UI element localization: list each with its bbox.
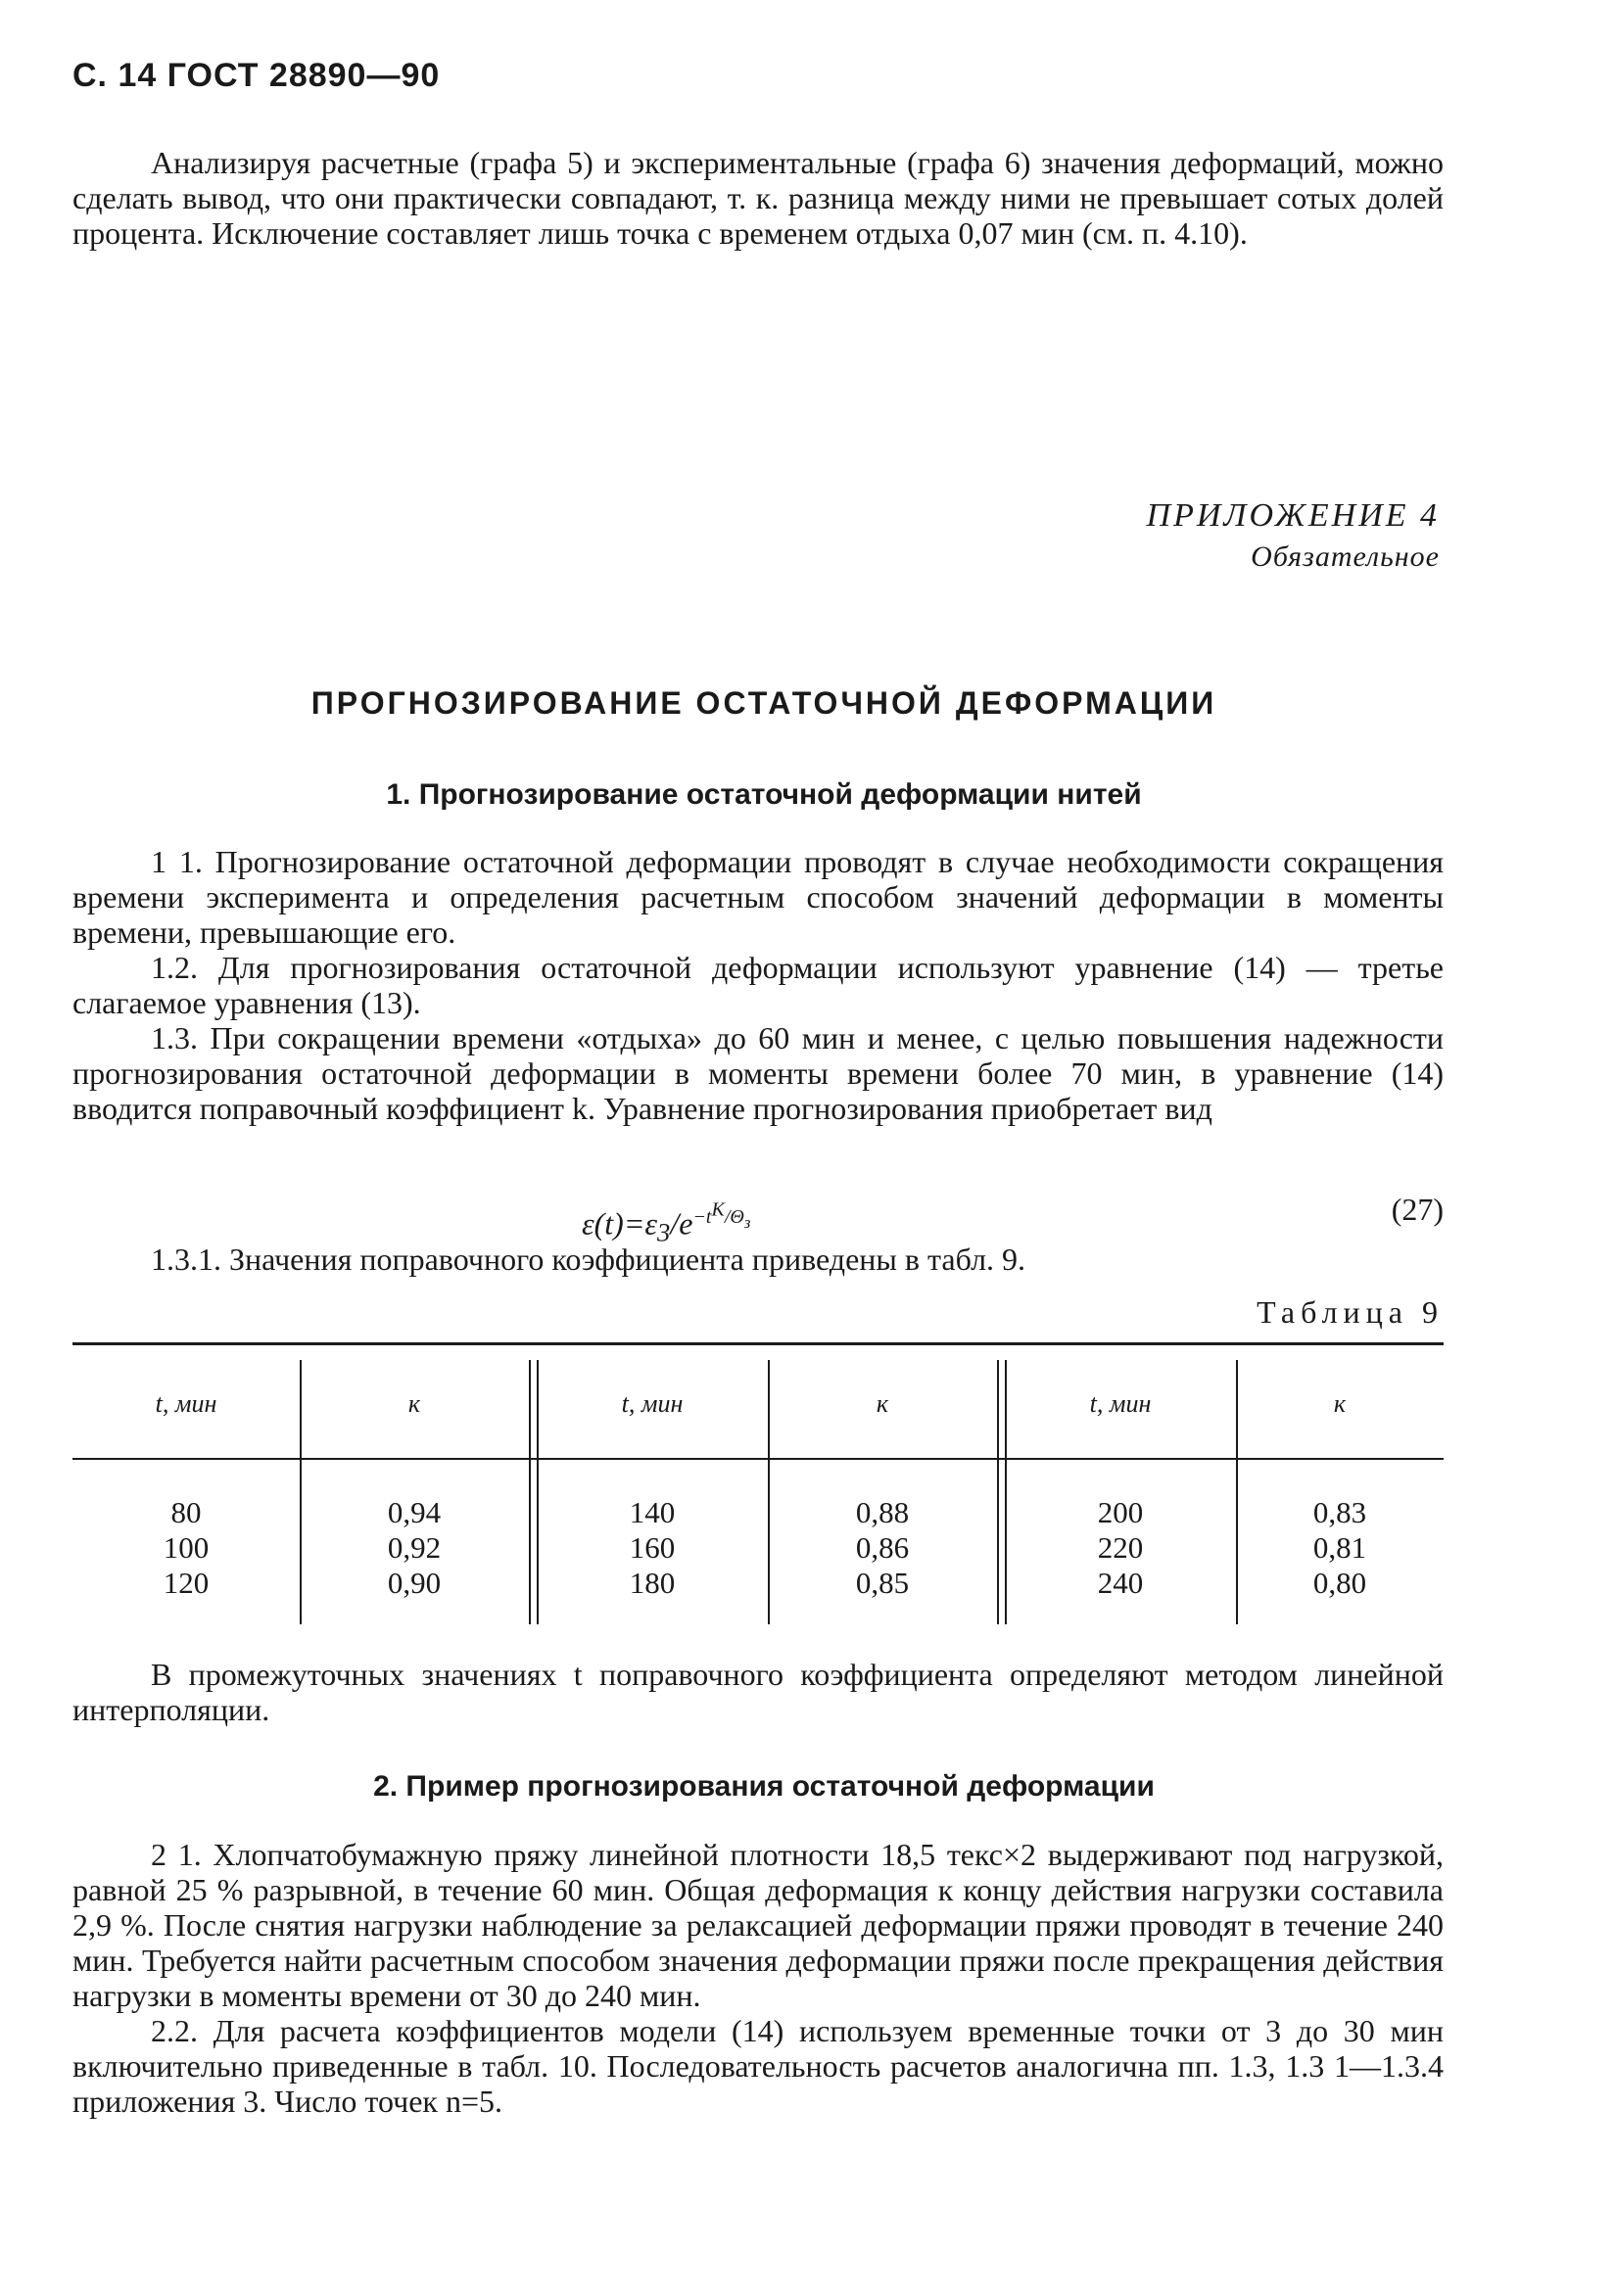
- table-cell: 0,94: [387, 1495, 442, 1529]
- formula-sup: −t: [692, 1205, 712, 1228]
- formula-lhs: ε(t)=ε: [582, 1205, 658, 1242]
- formula-27: [72, 1185, 1444, 1247]
- table-cell: 0,86: [855, 1530, 910, 1565]
- section1-p4: 1.3.1. Значения поправочного коэффициента приведены в табл. 9.: [151, 1242, 1026, 1277]
- table-top-rule: [72, 1342, 1444, 1345]
- section1-title: 1. Прогнозирование остаточной деформации нитей: [386, 778, 1142, 811]
- table-cell: 0,88: [855, 1495, 910, 1529]
- table-cell: 140: [629, 1495, 676, 1529]
- table-cell: 0,92: [387, 1530, 442, 1565]
- table9: [72, 1342, 1444, 1632]
- section2-body: [72, 1837, 1444, 2119]
- appendix-subtitle: Обязательное: [1251, 540, 1440, 573]
- section2-p2: 2.2. Для расчета коэффициентов модели (14) используем временные точки от 3 до 30 мин включительно приведенные в табл. 10. Последовательность расчетов аналогична пп. 1.3, 1.3 1—1.3.4 приложения 3. Число точек n=5.: [72, 2013, 1444, 2119]
- formula-sup-k: K: [711, 1198, 725, 1220]
- column-k-2: [768, 1495, 997, 1601]
- formula-number: (27): [1391, 1192, 1444, 1227]
- table-cell: 100: [163, 1530, 210, 1565]
- formula-sub: 3: [657, 1217, 671, 1247]
- header-k-1: к: [407, 1389, 421, 1418]
- table-cell: 120: [163, 1566, 210, 1600]
- column-k-3: [1236, 1495, 1444, 1601]
- formula-tail-sub: з: [743, 1212, 751, 1232]
- section2-title: 2. Пример прогнозирования остаточной деформации: [373, 1770, 1155, 1803]
- table-cell: 240: [1097, 1566, 1144, 1600]
- table-cell: 80: [170, 1495, 202, 1529]
- after-table-block: [72, 1657, 1444, 1727]
- header-t-1: t, мин: [155, 1389, 217, 1418]
- column-t-2: [537, 1495, 768, 1601]
- section2-p1: 2 1. Хлопчатобумажную пряжу линейной плотности 18,5 текс×2 выдерживают под нагрузкой, равной 25 % разрывной, в течение 60 мин. Общая деформация к концу действия нагрузки составила 2,9 %. После снятия нагрузки наблюдение за релаксацией деформации пряжи проводят в течение 240 мин. Требуется найти расчетным способом значения деформации пряжи после прекращения действия нагрузки в моменты времени от 30 до 240 мин.: [72, 1837, 1444, 2013]
- header-k-2: к: [876, 1389, 889, 1418]
- table-cell: 0,83: [1312, 1495, 1367, 1529]
- section1-p4-block: [72, 1242, 1444, 1277]
- section1-p2: 1.2. Для прогнозирования остаточной деформации используют уравнение (14) — третье слагаемое уравнения (13).: [72, 950, 1444, 1020]
- intro-block: [72, 145, 1444, 251]
- table9-caption: Таблица 9: [1257, 1294, 1444, 1330]
- header-t-3: t, мин: [1089, 1389, 1152, 1418]
- table-cell: 0,80: [1312, 1566, 1367, 1600]
- formula-tail: /Θ: [724, 1205, 744, 1228]
- table-header-rule: [72, 1458, 1444, 1460]
- section1-body: [72, 844, 1444, 1126]
- page-header: С. 14 ГОСТ 28890—90: [72, 57, 441, 94]
- table-cell: 0,90: [387, 1566, 442, 1600]
- appendix-title: ПРИЛОЖЕНИЕ 4: [1146, 497, 1440, 534]
- table-cell: 220: [1097, 1530, 1144, 1565]
- main-title: ПРОГНОЗИРОВАНИЕ ОСТАТОЧНОЙ ДЕФОРМАЦИИ: [310, 685, 1217, 721]
- section1-p3: 1.3. При сокращении времени «отдыха» до 60 мин и менее, с целью повышения надежности прогнозирования остаточной деформации в моменты времени более 70 мин, в уравнение (14) вводится поправочный коэффициент k. Уравнение прогнозирования приобретает вид: [72, 1020, 1444, 1126]
- table-cell: 0,85: [855, 1566, 910, 1600]
- appendix-label: [1147, 494, 1440, 577]
- table-cell: 160: [629, 1530, 676, 1565]
- table-cell: 200: [1097, 1495, 1144, 1529]
- section1-p1: 1 1. Прогнозирование остаточной деформации проводят в случае необходимости сокращения времени эксперимента и определения расчетным способом значений деформации в моменты времени, превышающие его.: [72, 844, 1444, 950]
- column-t-1: [72, 1495, 300, 1601]
- column-k-1: [300, 1495, 529, 1601]
- header-k-3: к: [1333, 1389, 1347, 1418]
- intro-paragraph: Анализируя расчетные (графа 5) и экспериментальные (графа 6) значения деформаций, можно сделать вывод, что они практически совпадают, т. к. разница между ними не превышает сотых долей процента. Исключение составляет лишь точка с временем отдыха 0,07 мин (см. п. 4.10).: [72, 145, 1444, 251]
- vline-4a: [997, 1360, 999, 1624]
- header-t-2: t, мин: [621, 1389, 684, 1418]
- vline-2a: [529, 1360, 531, 1624]
- formula-mid: /e: [670, 1205, 693, 1242]
- after-table-paragraph: В промежуточных значениях t поправочного коэффициента определяют методом линейной интерполяции.: [72, 1657, 1444, 1727]
- table-cell: 0,81: [1312, 1530, 1367, 1565]
- table-cell: 180: [629, 1566, 676, 1600]
- column-t-3: [1005, 1495, 1236, 1601]
